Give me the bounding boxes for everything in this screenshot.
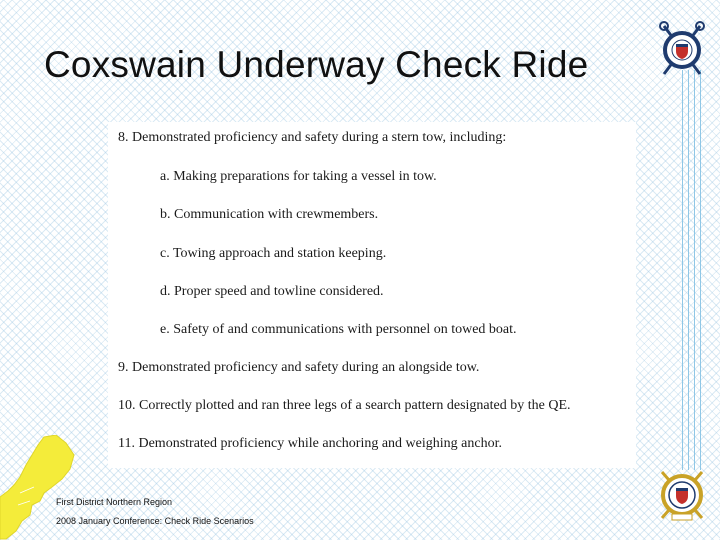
decorative-lines: [678, 70, 708, 470]
checklist-item-9: 9. Demonstrated proficiency and safety during an alongside tow.: [118, 360, 480, 375]
checklist-item-8: 8. Demonstrated proficiency and safety during a stern tow, including:: [118, 130, 507, 145]
checklist-subitem-e: e. Safety of and communications with personnel on towed boat.: [160, 322, 517, 337]
checklist-panel: [108, 122, 636, 468]
auxiliary-emblem-icon: [654, 466, 710, 524]
checklist-subitem-c: c. Towing approach and station keeping.: [160, 246, 387, 261]
checklist-subitem-d: d. Proper speed and towline considered.: [160, 284, 384, 299]
coast-guard-emblem-icon: [654, 18, 710, 80]
checklist-item-11: 11. Demonstrated proficiency while anchoring and weighing anchor.: [118, 436, 502, 451]
checklist-subitem-a: a. Making preparations for taking a vessel in tow.: [160, 169, 437, 184]
footer-region: First District Northern Region: [56, 497, 173, 507]
footer-conference: 2008 January Conference: Check Ride Scenarios: [56, 516, 254, 526]
checklist-item-10: 10. Correctly plotted and ran three legs of a search pattern designated by the QE.: [118, 398, 571, 413]
slide-title: Coxswain Underway Check Ride: [44, 44, 589, 85]
checklist-subitem-b: b. Communication with crewmembers.: [160, 207, 379, 222]
